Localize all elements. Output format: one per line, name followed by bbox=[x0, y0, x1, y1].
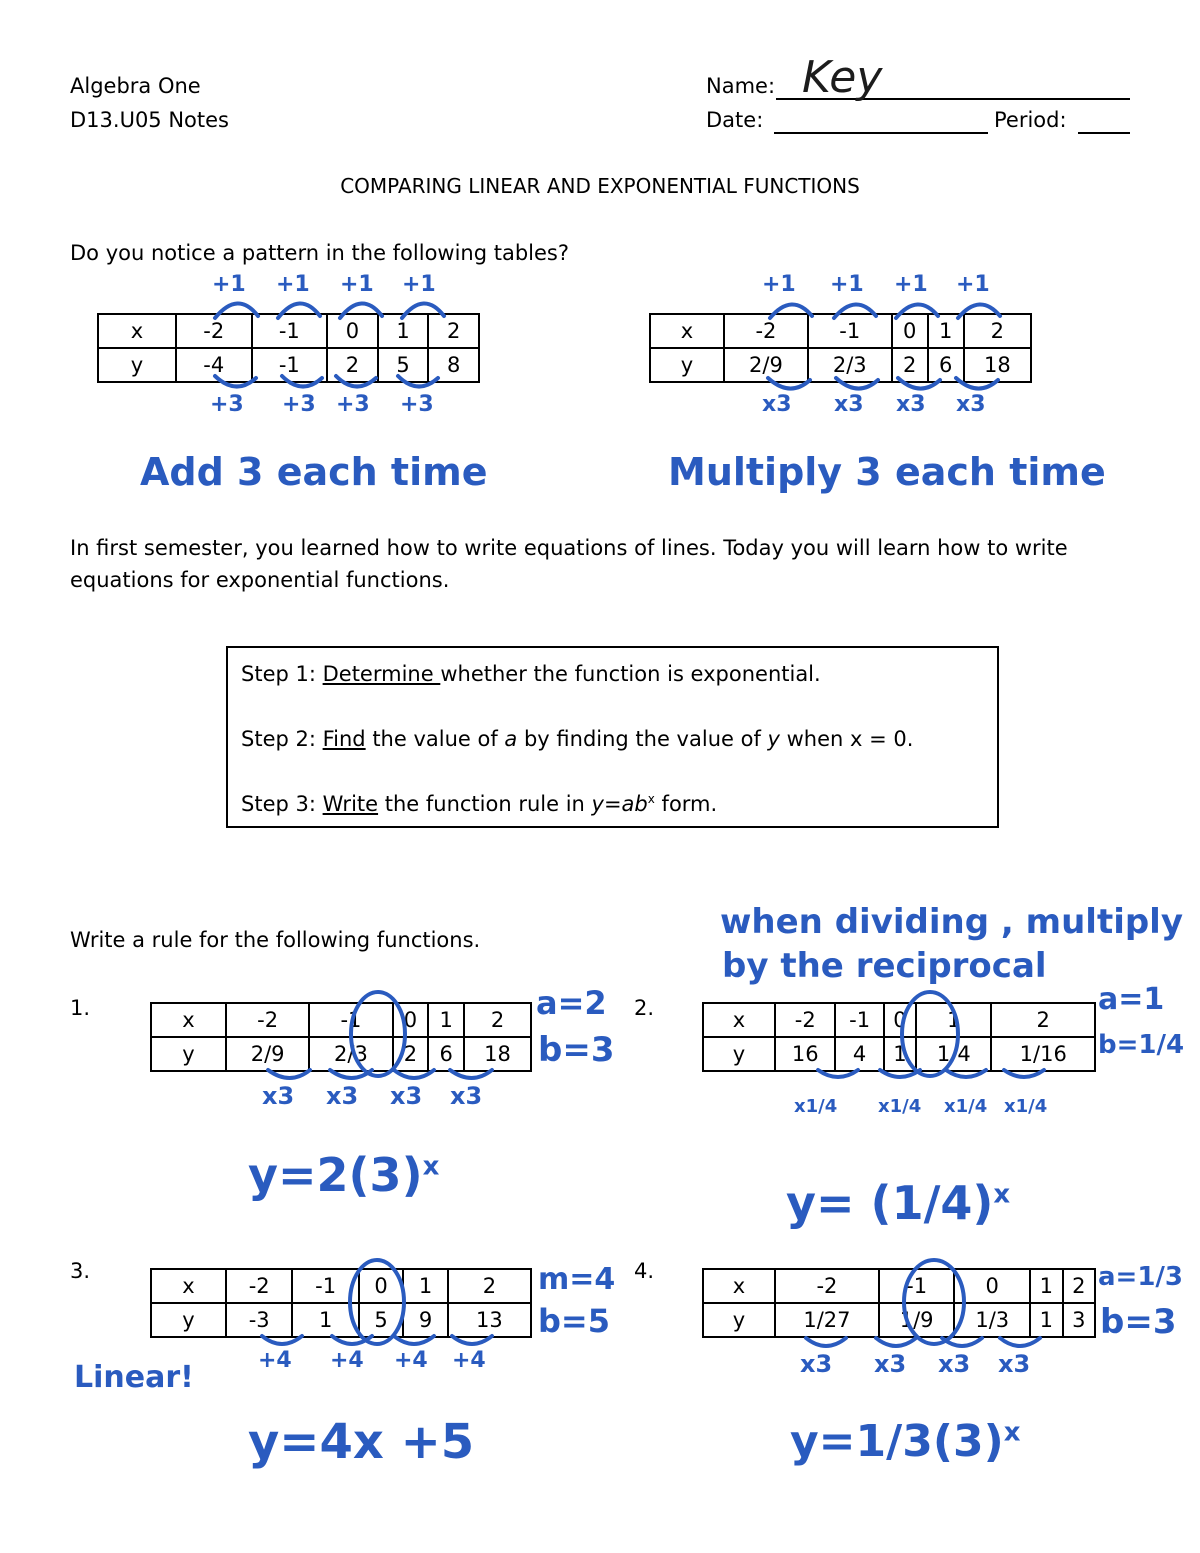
step-arc bbox=[215, 303, 258, 318]
x-step-label: +1 bbox=[276, 272, 310, 297]
table-cell: -1 bbox=[879, 1269, 955, 1303]
zero-circle bbox=[904, 1260, 964, 1344]
step-arc bbox=[398, 376, 438, 387]
table-cell: -2 bbox=[775, 1003, 835, 1037]
table-cell: -1 bbox=[252, 314, 328, 348]
exercise-prompt: Write a rule for the following functions. bbox=[70, 928, 481, 952]
table-cell: 3 bbox=[1063, 1303, 1096, 1337]
row-label: y bbox=[703, 1037, 775, 1071]
table-cell: 1 bbox=[1030, 1269, 1062, 1303]
step-arc bbox=[215, 376, 256, 387]
y-step-label: +3 bbox=[400, 392, 434, 417]
table-cell: 5 bbox=[359, 1303, 403, 1337]
table-cell: 1/16 bbox=[991, 1037, 1095, 1071]
step-verb: Determine bbox=[322, 662, 441, 686]
step-arc bbox=[282, 376, 322, 387]
param-label: a=1 bbox=[1098, 982, 1165, 1017]
y-step-label: x3 bbox=[762, 392, 792, 417]
table-cell: 1 bbox=[378, 314, 429, 348]
x-step-label: +1 bbox=[212, 272, 246, 297]
step-arc bbox=[876, 1338, 916, 1346]
step-text: the value of bbox=[365, 727, 505, 751]
table-cell: 2 bbox=[964, 314, 1031, 348]
param-label: b=1/4 bbox=[1098, 1030, 1185, 1060]
zero-circle bbox=[351, 992, 405, 1076]
step-arc bbox=[268, 1070, 310, 1078]
reciprocal-note: by the reciprocal bbox=[722, 946, 1047, 986]
step-label: x1/4 bbox=[794, 1096, 838, 1117]
problem-number: 4. bbox=[634, 1259, 655, 1283]
row-label: x bbox=[703, 1269, 775, 1303]
row-label: y bbox=[151, 1037, 226, 1071]
table-cell: 18 bbox=[964, 348, 1031, 382]
step-text: the function rule in bbox=[378, 792, 592, 816]
y-step-label: +3 bbox=[282, 392, 316, 417]
table-cell: 13 bbox=[448, 1303, 531, 1337]
table-cell: -3 bbox=[226, 1303, 292, 1337]
row-label: x bbox=[98, 314, 176, 348]
y-step-label: x3 bbox=[956, 392, 986, 417]
table-cell: 1/3 bbox=[954, 1303, 1030, 1337]
step-label: x3 bbox=[874, 1350, 907, 1378]
table-cell: 0 bbox=[892, 314, 928, 348]
step-text: when x = 0. bbox=[779, 727, 914, 751]
step-arc bbox=[452, 1336, 492, 1344]
table-cell: 9 bbox=[403, 1303, 447, 1337]
intro-paragraph-line: In first semester, you learned how to write equations of lines. Today you will learn how to write bbox=[70, 536, 1068, 560]
param-label: b=3 bbox=[538, 1030, 615, 1070]
table-cell: -2 bbox=[226, 1003, 309, 1037]
step-arc bbox=[958, 304, 1000, 318]
table-cell: 2/3 bbox=[309, 1037, 392, 1071]
course-title: Algebra One bbox=[70, 74, 201, 98]
param-label: a=1/3 bbox=[1098, 1262, 1184, 1292]
pattern-prompt: Do you notice a pattern in the following tables? bbox=[70, 241, 570, 265]
x-step-label: +1 bbox=[762, 272, 796, 297]
notes-id: D13.U05 Notes bbox=[70, 108, 229, 132]
step-arc bbox=[898, 378, 940, 389]
table-cell: -2 bbox=[176, 314, 252, 348]
table-cell: 0 bbox=[884, 1003, 916, 1037]
step-verb: Write bbox=[322, 792, 379, 816]
page-title: COMPARING LINEAR AND EXPONENTIAL FUNCTIONS bbox=[340, 174, 860, 198]
problem-number: 1. bbox=[70, 996, 91, 1020]
step-label: x1/4 bbox=[1004, 1096, 1048, 1117]
answer-text: y=2(3) bbox=[248, 1148, 423, 1202]
date-label: Date: bbox=[706, 108, 764, 132]
step-arc bbox=[1004, 1070, 1044, 1077]
table-cell: -2 bbox=[226, 1269, 292, 1303]
table-cell: 18 bbox=[464, 1037, 531, 1071]
x-step-label: +1 bbox=[402, 272, 436, 297]
table-cell: -4 bbox=[176, 348, 252, 382]
step-label: x3 bbox=[450, 1082, 483, 1110]
step-arc bbox=[394, 1070, 434, 1078]
y-step-label: +3 bbox=[336, 392, 370, 417]
param-label: b=5 bbox=[538, 1302, 610, 1340]
row-label: y bbox=[98, 348, 176, 382]
row-label: y bbox=[703, 1303, 775, 1337]
table-cell: 0 bbox=[359, 1269, 403, 1303]
row-label: y bbox=[151, 1303, 226, 1337]
table-cell: 1 bbox=[1030, 1303, 1062, 1337]
row-label: x bbox=[703, 1003, 775, 1037]
formula: y=ab bbox=[591, 792, 648, 816]
step-prefix: Step 2: bbox=[241, 727, 323, 751]
param-label: b=3 bbox=[1100, 1302, 1177, 1342]
step-arc bbox=[768, 378, 810, 389]
step-label: x3 bbox=[800, 1350, 833, 1378]
period-label: Period: bbox=[994, 108, 1067, 132]
step-text: form. bbox=[654, 792, 718, 816]
step-label: x1/4 bbox=[944, 1096, 988, 1117]
step-arc bbox=[770, 304, 812, 318]
table-cell: 1 bbox=[403, 1269, 447, 1303]
y-step-label: x3 bbox=[834, 392, 864, 417]
step-text: by finding the value of bbox=[517, 727, 768, 751]
table-cell: -1 bbox=[292, 1269, 358, 1303]
x-step-label: +1 bbox=[894, 272, 928, 297]
answer-exponent: x bbox=[993, 1179, 1011, 1210]
step-arc bbox=[402, 303, 444, 318]
table-cell: 2/9 bbox=[724, 348, 808, 382]
table-cell: 6 bbox=[428, 1037, 464, 1071]
y-step-label: x3 bbox=[896, 392, 926, 417]
step-label: x3 bbox=[390, 1082, 423, 1110]
step-label: x3 bbox=[938, 1350, 971, 1378]
step-label: +4 bbox=[258, 1348, 292, 1373]
step-arc bbox=[896, 304, 938, 318]
step-arc bbox=[834, 304, 876, 318]
table-cell: 2 bbox=[1063, 1269, 1096, 1303]
step-label: +4 bbox=[394, 1348, 428, 1373]
row-label: x bbox=[151, 1003, 226, 1037]
table-cell: 1 bbox=[928, 314, 964, 348]
row-label: y bbox=[650, 348, 724, 382]
table-cell: 1/4 bbox=[916, 1037, 991, 1071]
table-cell: -2 bbox=[724, 314, 808, 348]
table-cell: 6 bbox=[928, 348, 964, 382]
table-cell: 1 bbox=[916, 1003, 991, 1037]
step-prefix: Step 1: bbox=[241, 662, 323, 686]
table-cell: -1 bbox=[835, 1003, 883, 1037]
table-cell: 2 bbox=[448, 1269, 531, 1303]
zero-circle bbox=[902, 992, 958, 1076]
table-cell: -1 bbox=[309, 1003, 392, 1037]
table-cell: 8 bbox=[428, 348, 479, 382]
table-cell: 1/27 bbox=[775, 1303, 879, 1337]
table-cell: 2 bbox=[991, 1003, 1095, 1037]
table-cell: 2/9 bbox=[226, 1037, 309, 1071]
table-cell: 1 bbox=[428, 1003, 464, 1037]
table-cell: 0 bbox=[327, 314, 378, 348]
step-verb: Find bbox=[322, 727, 366, 751]
step-arc bbox=[1000, 1338, 1040, 1346]
x-step-label: +1 bbox=[830, 272, 864, 297]
table-cell: 1 bbox=[292, 1303, 358, 1337]
step-arc bbox=[818, 1070, 858, 1077]
answer-text: y=1/3(3) bbox=[790, 1416, 1004, 1467]
x-step-label: +1 bbox=[340, 272, 374, 297]
answer-exponent: x bbox=[1003, 1417, 1021, 1448]
formula-exponent: x bbox=[647, 792, 655, 806]
step-arc bbox=[336, 376, 376, 387]
table-cell: 1 bbox=[884, 1037, 916, 1071]
step-arc bbox=[946, 1070, 986, 1077]
param-label: a=2 bbox=[536, 984, 607, 1022]
step-prefix: Step 3: bbox=[241, 792, 323, 816]
y-step-label: +3 bbox=[210, 392, 244, 417]
step-arc bbox=[262, 1336, 302, 1344]
step-arc bbox=[340, 303, 382, 318]
table-cell: 2/3 bbox=[808, 348, 892, 382]
step-label: +4 bbox=[330, 1348, 364, 1373]
reciprocal-note: when dividing , multiply bbox=[720, 902, 1184, 942]
step-arc bbox=[806, 1338, 846, 1346]
row-label: x bbox=[650, 314, 724, 348]
problem-number: 3. bbox=[70, 1259, 91, 1283]
exponential-summary: Multiply 3 each time bbox=[668, 450, 1106, 494]
step-arc bbox=[956, 378, 998, 389]
answer-text: y=4x +5 bbox=[248, 1414, 475, 1470]
table-cell: 2 bbox=[892, 348, 928, 382]
table-cell: 5 bbox=[378, 348, 429, 382]
answer-text: y= (1/4) bbox=[786, 1176, 994, 1230]
step-label: x3 bbox=[326, 1082, 359, 1110]
table-cell: -2 bbox=[775, 1269, 879, 1303]
answer-exponent: x bbox=[422, 1151, 440, 1182]
variable-a: a bbox=[504, 727, 518, 751]
param-label: m=4 bbox=[538, 1262, 616, 1297]
step-text: whether the function is exponential. bbox=[440, 662, 821, 686]
table-cell: -1 bbox=[808, 314, 892, 348]
table-cell: 1/9 bbox=[879, 1303, 955, 1337]
step-label: x3 bbox=[998, 1350, 1031, 1378]
variable-y: y bbox=[767, 727, 780, 751]
linear-note: Linear! bbox=[74, 1360, 194, 1395]
name-value: Key bbox=[802, 52, 883, 103]
table-cell: 16 bbox=[775, 1037, 835, 1071]
table-cell: 4 bbox=[835, 1037, 883, 1071]
x-step-label: +1 bbox=[956, 272, 990, 297]
name-label: Name: bbox=[706, 74, 776, 98]
table-cell: -1 bbox=[252, 348, 328, 382]
zero-circle bbox=[350, 1260, 404, 1344]
row-label: x bbox=[151, 1269, 226, 1303]
step-arc bbox=[450, 1070, 492, 1078]
step-arc bbox=[836, 378, 878, 389]
step-label: x3 bbox=[262, 1082, 295, 1110]
problem-number: 2. bbox=[634, 996, 655, 1020]
table-cell: 0 bbox=[954, 1269, 1030, 1303]
table-cell: 2 bbox=[327, 348, 378, 382]
step-label: +4 bbox=[452, 1348, 486, 1373]
step-arc bbox=[394, 1336, 434, 1344]
step-label: x1/4 bbox=[878, 1096, 922, 1117]
table-cell: 2 bbox=[428, 314, 479, 348]
table-cell: 2 bbox=[464, 1003, 531, 1037]
linear-summary: Add 3 each time bbox=[140, 450, 488, 494]
step-arc bbox=[278, 303, 320, 318]
intro-paragraph-line: equations for exponential functions. bbox=[70, 568, 450, 592]
table-cell: 2 bbox=[393, 1037, 429, 1071]
table-cell: 0 bbox=[393, 1003, 429, 1037]
